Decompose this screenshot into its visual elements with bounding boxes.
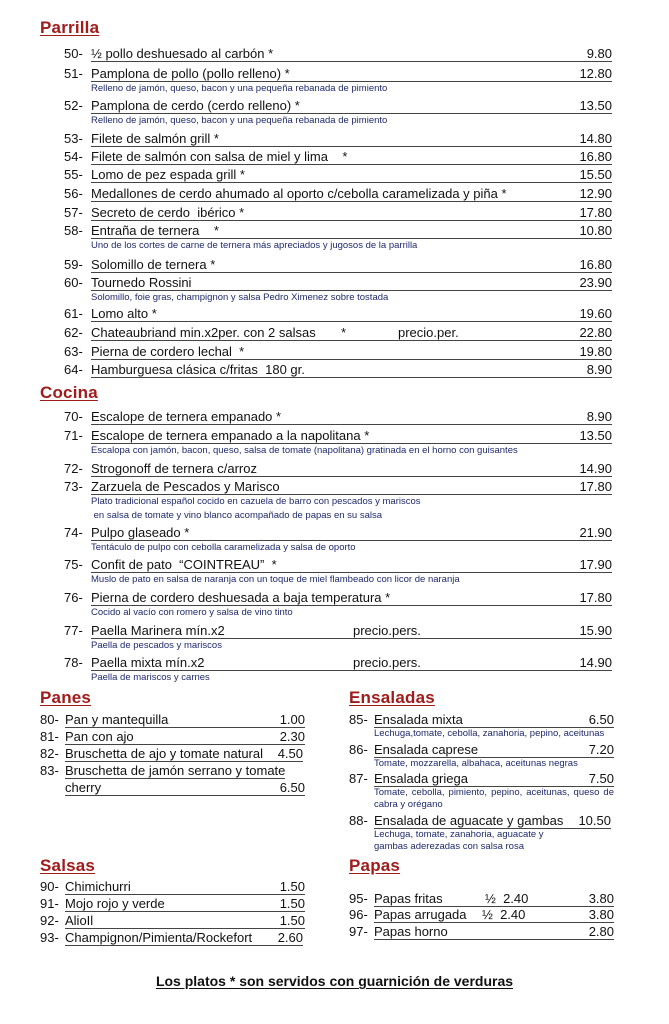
item-price: 7.20 <box>588 742 614 757</box>
item-name-continued: cherry <box>65 780 102 795</box>
price-note: precio.per. <box>398 325 459 340</box>
menu-item: 64- Hamburguesa clásica c/fritas 180 gr. 8.90 <box>64 362 612 377</box>
menu-item: 88- Ensalada de aguacate y gambas 10.50 <box>349 813 611 828</box>
menu-item: 85- Ensalada mixta 6.50 <box>349 712 614 727</box>
item-price: 12.80 <box>579 66 612 81</box>
section-title-papas: Papas <box>349 856 401 875</box>
item-name: Entraña de ternera * <box>91 223 219 238</box>
item-price: 19.60 <box>579 306 612 321</box>
item-price: 17.90 <box>579 557 612 572</box>
item-description: Plato tradicional español cocido en cazuela de barro con pescados y mariscos <box>91 496 421 507</box>
menu-item: 72- Strogonoff de ternera c/arroz 14.90 <box>64 461 612 476</box>
menu-item: 92- AlioIl 1.50 <box>40 913 305 928</box>
item-name: Bruschetta de ajo y tomate natural <box>65 746 264 761</box>
item-name: Paella mixta mín.x2 <box>91 655 205 670</box>
item-name: Escalope de ternera empanado a la napolitana * <box>91 428 370 443</box>
menu-item: 93- Champignon/Pimienta/Rockefort 2.60 <box>40 930 303 945</box>
item-price: 1.50 <box>279 879 305 894</box>
item-name: Secreto de cerdo ibérico * <box>91 205 245 220</box>
menu-item: 70- Escalope de ternera empanado * 8.90 <box>64 409 612 424</box>
item-price: 15.50 <box>579 167 612 182</box>
item-price: 1.50 <box>279 913 305 928</box>
menu-item: 54- Filete de salmón con salsa de miel y lima * 16.80 <box>64 149 612 164</box>
garnish-note: Los platos * son servidos con guarnición de verduras <box>155 973 514 989</box>
item-name: Chateaubriand min.x2per. con 2 salsas * <box>91 325 347 340</box>
item-name: Tournedo Rossini <box>91 275 192 290</box>
item-price: 2.80 <box>588 924 614 939</box>
section-title-parrilla: Parrilla <box>40 18 100 37</box>
menu-item: 81- Pan con ajo 2.30 <box>40 729 305 744</box>
item-price: 17.80 <box>579 590 612 605</box>
item-name: Strogonoff de ternera c/arroz <box>91 461 257 476</box>
item-name: Pan con ajo <box>65 729 134 744</box>
item-description: Paella de pescados y mariscos <box>91 640 222 651</box>
menu-item: 55- Lomo de pez espada grill * 15.50 <box>64 167 612 182</box>
item-description: Uno de los cortes de carne de ternera más apreciados y jugosos de la parrilla <box>91 240 418 251</box>
item-name: Pamplona de pollo (pollo relleno) * <box>91 66 290 81</box>
item-price: 3.80 <box>588 891 614 906</box>
item-name: AlioIl <box>65 913 94 928</box>
item-price: 13.50 <box>579 428 612 443</box>
item-name: Pierna de cordero deshuesada a baja temperatura * <box>91 590 391 605</box>
menu-item: 96- Papas arrugada ½ 2.40 3.80 <box>349 907 614 922</box>
menu-item: 78- Paella mixta mín.x2 precio.pers. 14.90 <box>64 655 612 670</box>
item-price: 22.80 <box>579 325 612 340</box>
item-price: 13.50 <box>579 98 612 113</box>
menu-item: 90- Chimichurri 1.50 <box>40 879 305 894</box>
menu-item: 95- Papas fritas ½ 2.40 3.80 <box>349 891 614 906</box>
item-price: 4.50 <box>277 746 303 761</box>
menu-item: 50- ½ pollo deshuesado al carbón * 9.80 <box>64 46 612 61</box>
item-price: 17.80 <box>579 479 612 494</box>
menu-item: 80- Pan y mantequilla 1.00 <box>40 712 305 727</box>
item-name: Ensalada griega <box>374 771 468 786</box>
menu-item: 74- Pulpo glaseado * 21.90 <box>64 525 612 540</box>
item-name: Filete de salmón con salsa de miel y lima * <box>91 149 348 164</box>
item-name: Hamburguesa clásica c/fritas 180 gr. <box>91 362 305 377</box>
item-price: 15.90 <box>579 623 612 638</box>
item-price: 9.80 <box>586 46 612 61</box>
item-description: Tomate, mozzarella, albahaca, aceitunas negras <box>374 758 578 769</box>
item-name: Pierna de cordero lechal * <box>91 344 245 359</box>
item-price: 8.90 <box>586 362 612 377</box>
item-name: Ensalada mixta <box>374 712 463 727</box>
menu-item-continued <box>65 779 305 796</box>
item-name: ½ pollo deshuesado al carbón * <box>91 46 274 61</box>
item-name: Medallones de cerdo ahumado al oporto c/cebolla caramelizada y piña * <box>91 186 507 201</box>
section-title-ensaladas: Ensaladas <box>349 688 435 707</box>
item-name: Bruschetta de jamón serrano y tomate <box>65 763 286 778</box>
item-description: Lechuga,tomate, cebolla, zanahoria, pepino, aceitunas <box>374 728 605 739</box>
item-name: Champignon/Pimienta/Rockefort <box>65 930 253 945</box>
item-name: Pulpo glaseado * <box>91 525 190 540</box>
item-price: 21.90 <box>579 525 612 540</box>
item-description: Lechuga, tomate, zanahoria, aguacate y gambas aderezadas con salsa rosa <box>374 829 544 852</box>
menu-item: 56- Medallones de cerdo ahumado al oporto c/cebolla caramelizada y piña * 12.90 <box>64 186 612 201</box>
menu-item: 75- Confit de pato “COINTREAU” * 17.90 <box>64 557 612 572</box>
item-price: 7.50 <box>588 771 614 786</box>
item-price: 1.50 <box>279 896 305 911</box>
item-description: Tentáculo de pulpo con cebolla caramelizada y salsa de oporto <box>91 542 356 553</box>
item-price: 1.00 <box>279 712 305 727</box>
item-name: Mojo rojo y verde <box>65 896 165 911</box>
item-name: Pan y mantequilla <box>65 712 169 727</box>
item-description: Relleno de jamón, queso, bacon y una pequeña rebanada de pimiento <box>91 83 388 94</box>
item-price: 12.90 <box>579 186 612 201</box>
menu-item: 62- Chateaubriand min.x2per. con 2 salsas * precio.per. 22.80 <box>64 325 612 340</box>
menu-item: 87- Ensalada griega 7.50 <box>349 771 614 786</box>
item-name: Ensalada caprese <box>374 742 479 757</box>
item-description-continued: en salsa de tomate y vino blanco acompañado de papas en su salsa <box>91 510 382 521</box>
item-name: Escalope de ternera empanado * <box>91 409 282 424</box>
menu-item: 59- Solomillo de ternera * 16.80 <box>64 257 612 272</box>
item-description: Cocido al vacío con romero y salsa de vino tinto <box>91 607 293 618</box>
item-name: Zarzuela de Pescados y Marisco <box>91 479 280 494</box>
item-description: Solomillo, foie gras, champignon y salsa Pedro Ximenez sobre tostada <box>91 292 389 303</box>
menu-item: 60- Tournedo Rossini 23.90 <box>64 275 612 290</box>
item-price: 6.50 <box>279 780 305 795</box>
item-price: 8.90 <box>586 409 612 424</box>
item-name: Papas fritas <box>374 891 443 906</box>
menu-item: 58- Entraña de ternera * 10.80 <box>64 223 612 238</box>
menu-item: 52- Pamplona de cerdo (cerdo relleno) * 13.50 <box>64 98 612 113</box>
menu-item: 77- Paella Marinera mín.x2 precio.pers. 15.90 <box>64 623 612 638</box>
menu-item: 51- Pamplona de pollo (pollo relleno) * 12.80 <box>64 66 612 81</box>
item-name: Filete de salmón grill * <box>91 131 219 146</box>
item-price: 14.90 <box>579 461 612 476</box>
item-price: 2.60 <box>277 930 303 945</box>
item-price: 14.90 <box>579 655 612 670</box>
item-name: Lomo de pez espada grill * <box>91 167 245 182</box>
item-price: 16.80 <box>579 257 612 272</box>
menu-item: 91- Mojo rojo y verde 1.50 <box>40 896 305 911</box>
menu-item: 53- Filete de salmón grill * 14.80 <box>64 131 612 146</box>
menu-item: 82- Bruschetta de ajo y tomate natural 4.50 <box>40 746 303 761</box>
item-name: Lomo alto * <box>91 306 157 321</box>
item-price: 2.30 <box>279 729 305 744</box>
item-name: Papas arrugada <box>374 907 467 922</box>
item-name: Pamplona de cerdo (cerdo relleno) * <box>91 98 300 113</box>
item-price: 3.80 <box>588 907 614 922</box>
menu-item: 71- Escalope de ternera empanado a la napolitana * 13.50 <box>64 428 612 443</box>
item-name: Papas horno <box>374 924 448 939</box>
item-price: 23.90 <box>579 275 612 290</box>
section-title-cocina: Cocina <box>40 383 98 402</box>
item-price: 14.80 <box>579 131 612 146</box>
item-price: 16.80 <box>579 149 612 164</box>
section-title-panes: Panes <box>40 688 92 707</box>
section-title-salsas: Salsas <box>40 856 96 875</box>
menu-item: 57- Secreto de cerdo ibérico * 17.80 <box>64 205 612 220</box>
menu-item: 83- Bruschetta de jamón serrano y tomate <box>40 763 286 778</box>
item-description: Paella de mariscos y carnes <box>91 672 210 683</box>
item-description: Tomate, cebolla, pimiento, pepino, aceitunas, queso de cabra y orégano <box>374 787 614 810</box>
item-name: Chimichurri <box>65 879 131 894</box>
item-price: 10.50 <box>578 813 611 828</box>
price-note: precio.pers. <box>353 655 421 670</box>
item-name: Ensalada de aguacate y gambas <box>374 813 564 828</box>
item-description: Relleno de jamón, queso, bacon y una pequeña rebanada de pimiento <box>91 115 388 126</box>
item-name: Confit de pato “COINTREAU” * <box>91 557 277 572</box>
item-name: Paella Marinera mín.x2 <box>91 623 225 638</box>
price-note: precio.pers. <box>353 623 421 638</box>
item-price: 19.80 <box>579 344 612 359</box>
menu-item: 76- Pierna de cordero deshuesada a baja temperatura * 17.80 <box>64 590 612 605</box>
item-price: 17.80 <box>579 205 612 220</box>
item-price: 6.50 <box>588 712 614 727</box>
half-portion-price: ½ 2.40 <box>485 891 529 906</box>
item-name: Solomillo de ternera * <box>91 257 216 272</box>
item-price: 10.80 <box>579 223 612 238</box>
menu-item: 97- Papas horno 2.80 <box>349 924 614 939</box>
menu-item: 86- Ensalada caprese 7.20 <box>349 742 614 757</box>
item-description: Muslo de pato en salsa de naranja con un toque de miel flambeado con licor de naranja <box>91 574 460 585</box>
menu-item: 61- Lomo alto * 19.60 <box>64 306 612 321</box>
menu-item: 73- Zarzuela de Pescados y Marisco 17.80 <box>64 479 612 494</box>
item-description: Escalopa con jamón, bacon, queso, salsa de tomate (napolitana) gratinada en el horno con guisantes <box>91 445 518 456</box>
half-portion-price: ½ 2.40 <box>482 907 526 922</box>
menu-item: 63- Pierna de cordero lechal * 19.80 <box>64 344 612 359</box>
